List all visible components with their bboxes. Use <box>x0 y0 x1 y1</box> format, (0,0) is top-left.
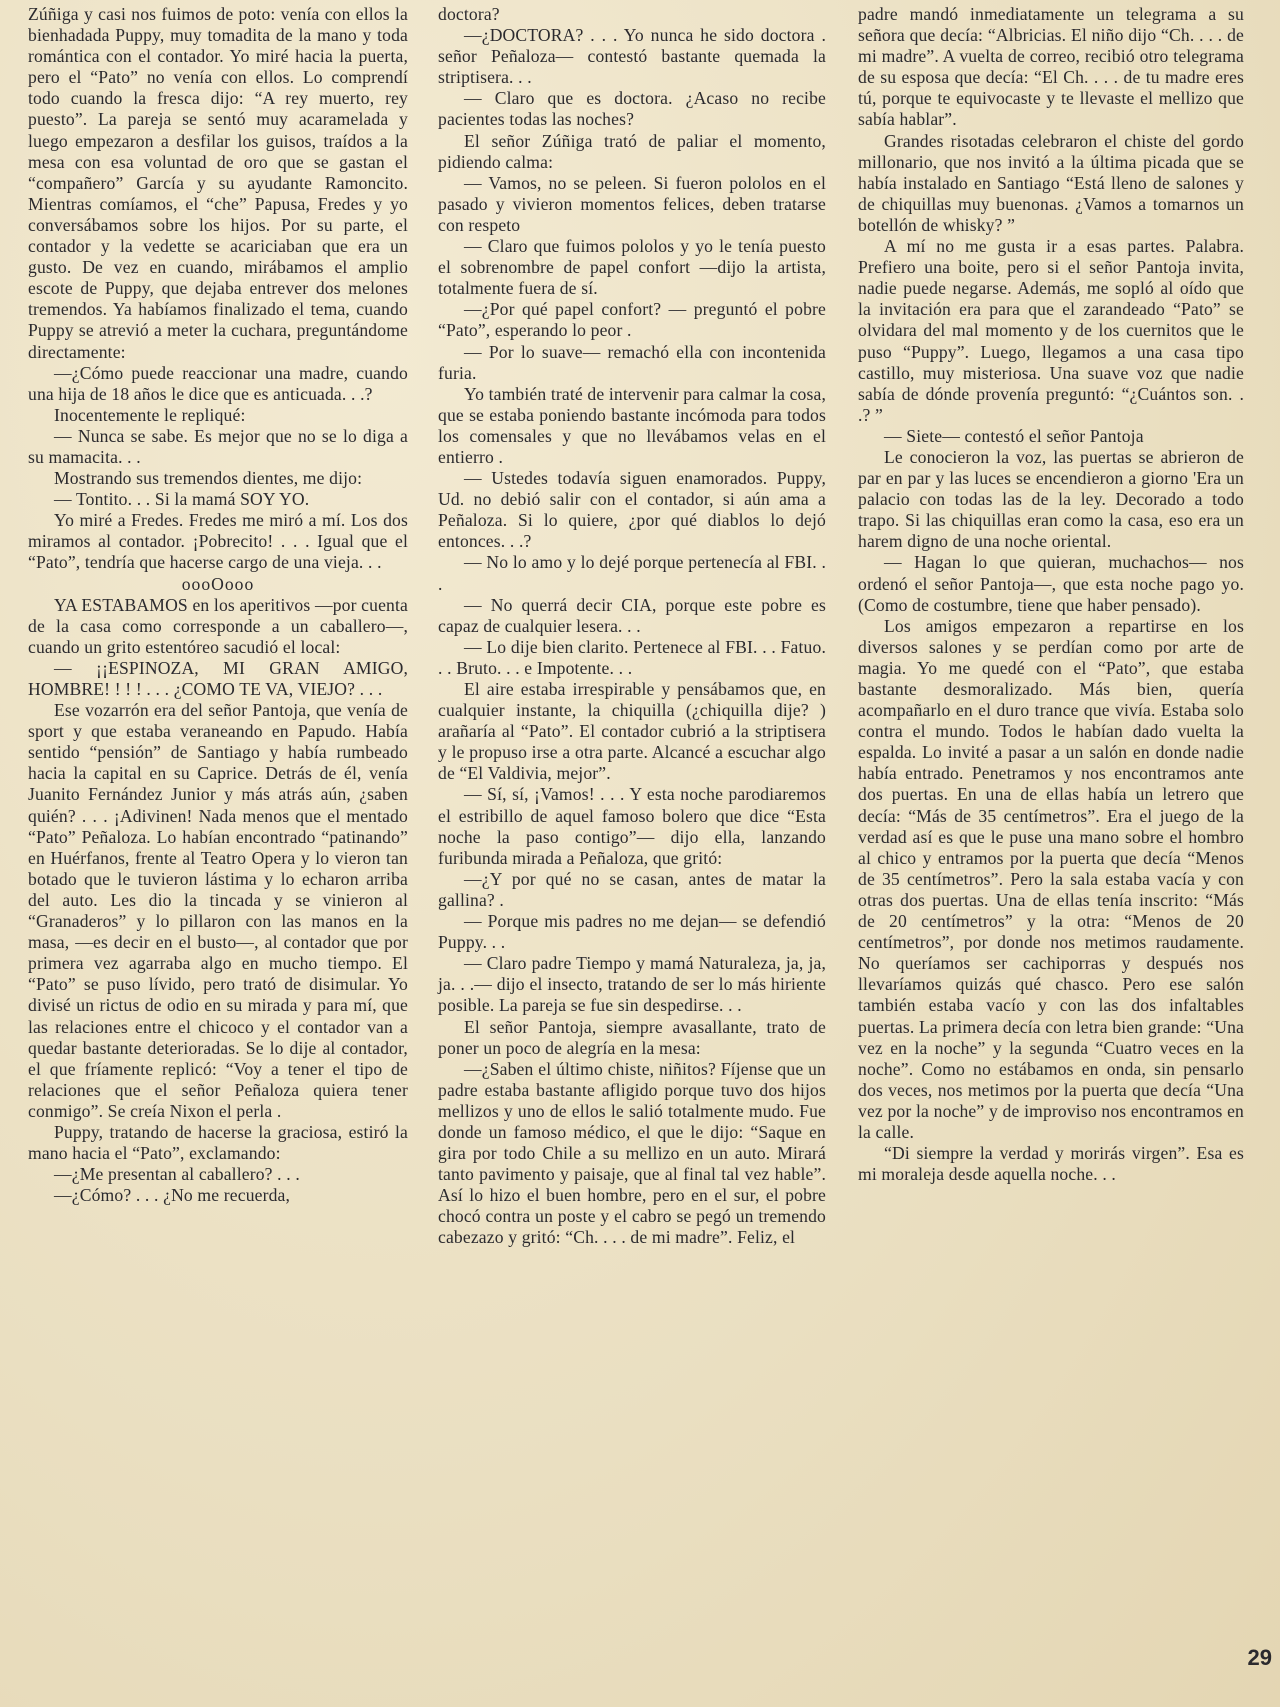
paragraph: El señor Pantoja, siempre avasallante, trato de poner un poco de alegría en la mesa: <box>438 1016 826 1058</box>
paragraph: —¿Me presentan al caballero? . . . <box>54 1164 300 1185</box>
paragraph: “Di siempre la verdad y morirás virgen”. Esa es mi moraleja desde aquella noche. . . <box>858 1143 1244 1185</box>
section-divider: oooOooo <box>181 573 255 594</box>
paragraph: Yo también traté de intervenir para calmar la cosa, que se estaba poniendo bastante incómoda para todos los comensales y que no llevábamos velas en el entierro . <box>438 383 826 467</box>
paragraph: — Claro que fuimos pololos y yo le tenía puesto el sobrenombre de papel confort —dijo la artista, totalmente fuera de sí. <box>438 236 826 299</box>
paragraph: —¿Por qué papel confort? — preguntó el pobre “Pato”, esperando lo peor . <box>438 299 826 341</box>
paragraph: Los amigos empezaron a repartirse en los diversos salones y se perdían como por arte de magia. Yo me quedé con el “Pato”, que estaba bastante desmoralizado. Más bien, quería acompañarlo en el duro trance que vivía. Estaba solo contra el mundo. Todos le habían dado vuelta la espalda. Lo invité a pasar a un salón en donde nadie había entrado. Penetramos y nos encontramos ante dos puertas. En una de ellas había un letrero que decía: “Más de 35 centímetros”. Era el juego de la verdad así es que le puse una mano sobre el hombro al chico y entramos por la puerta que decía “Menos de 35 centímetros”. Pero la sala estaba vacía y con otras dos puertas. Una de ellas tenía inscrito: “Más de 20 centímetros” y la otra: “Menos de 20 centímetros”, por donde nos metimos raudamente. No queríamos ser cachiporras y después nos llevaríamos quizás qué chasco. Pero ese salón también estaba vacío y con las dos infaltables puertas. La primera decía con letra bien grande: “Una vez en la noche” y la segunda “Cuatro veces en la noche”. Como no estábamos en onda, sin pensarlo dos veces, nos metimos por la puerta que decía “Una vez por la noche” y de improviso nos encontramos en la calle. <box>858 615 1244 1142</box>
paragraph: Zúñiga y casi nos fuimos de poto: venía con ellos la bienhadada Puppy, muy tomadita de la mano y toda romántica con el contador. Yo miré hacia la puerta, pero el “Pato” no venía con ellos. Lo comprendí todo cuando la fresca dijo: “A rey muerto, rey puesto”. La pareja se sentó muy acaramelada y luego empezaron a desfilar los guisos, traídos a la mesa con esa voluntad de oro que se gastan el “compañero” García y su ayudante Ramoncito. Mientras comíamos, el “che” Papusa, Fredes y yo conversábamos sobre los hijos. Por su parte, el contador y la vedette se acariciaban que era un gusto. De vez en cuando, mirábamos el amplio escote de Puppy, que dejaba entrever dos melones tremendos. Ya habíamos finalizado el tema, cuando Puppy se atrevió a meter la cuchara, preguntándome directamente: <box>28 4 408 362</box>
paragraph: —¿DOCTORA? . . . Yo nunca he sido doctora . señor Peñaloza— contestó bastante quemada la striptisera. . . <box>438 25 826 88</box>
paragraph: — Hagan lo que quieran, muchachos— nos ordenó el señor Pantoja—, que esta noche pago yo. (Como de costumbre, tiene que haber pensado). <box>858 552 1244 615</box>
paragraph: — Lo dije bien clarito. Pertenece al FBI. . . Fatuo. . . Bruto. . . e Impotente. . . <box>438 636 826 678</box>
paragraph: Grandes risotadas celebraron el chiste del gordo millonario, que nos invitó a la última picada que se había instalado en Santiago “Está lleno de salones y de chiquillas muy buenonas. ¿Vamos a tomarnos un botellón de whisky? ” <box>858 130 1244 235</box>
paragraph: — Tontito. . . Si la mamá SOY YO. <box>54 489 310 510</box>
text-column-2 <box>438 4 826 1249</box>
paragraph: YA ESTABAMOS en los aperitivos —por cuenta de la casa como corresponde a un caballero—, cuando un grito estentóreo sacudió el local: <box>28 594 408 657</box>
paragraph: — Sí, sí, ¡Vamos! . . . Y esta noche parodiaremos el estribillo de aquel famoso bolero que dice “Esta noche la paso contigo”— dijo ella, lanzando furibunda mirada a Peñaloza, que gritó: <box>438 784 826 868</box>
text-column-3 <box>858 4 1244 1185</box>
paragraph: —¿Saben el último chiste, niñitos? Fíjense que un padre estaba bastante afligido porque tuvo dos hijos mellizos y uno de ellos le salió totalmente mudo. Fue donde un famoso médico, el que le dijo: “Saque en gira por todo Chile a su mellizo en un auto. Mirará tanto pavimento y paisaje, que al final tal vez hable”. Así lo hizo el buen hombre, pero en el sur, el pobre chocó contra un poste y el cabro se pegó un tremendo cabezazo y gritó: “Ch. . . . de mi madre”. Feliz, el <box>438 1058 826 1248</box>
paragraph: — Siete— contestó el señor Pantoja <box>884 425 1144 446</box>
paragraph: — Claro padre Tiempo y mamá Naturaleza, ja, ja, ja. . .— dijo el insecto, tratando de ser lo más hiriente posible. La pareja se fue sin despedirse. . . <box>438 953 826 1016</box>
text-column-1 <box>28 4 408 1206</box>
paragraph: Ese vozarrón era del señor Pantoja, que venía de sport y que estaba veraneando en Papudo. Había sentido “pensión” de Santiago y había rumbeado hacia la capital en su Caprice. Detrás de él, venía Juanito Fernández Junior y más atrás aún, ¿saben quién? . . . ¡Adivinen! Nada menos que el mentado “Pato” Peñaloza. Lo habían encontrado “patinando” en Huérfanos, frente al Teatro Opera y lo vieron tan botado que le tuvieron lástima y lo echaron arriba del auto. Les dio la tincada y se vinieron al “Granaderos” y lo pillaron con las manos en la masa, —es decir en el busto—, al contador que por primera vez agarraba algo en mucho tiempo. El “Pato” se puso lívido, pero trató de disimular. Yo divisé un rictus de odio en su mirada y para mí, que las relaciones entre el chicoco y el contador van a quedar bastante deterioradas. Se lo dije al contador, el que fríamente replicó: “Voy a tener el tipo de relaciones que el señor Peñaloza quiera tener conmigo”. Se creía Nixon el perla . <box>28 700 408 1121</box>
paragraph: — No querrá decir CIA, porque este pobre es capaz de cualquier lesera. . . <box>438 594 826 636</box>
paragraph: —¿Cómo? . . . ¿No me recuerda, <box>54 1185 291 1206</box>
paragraph: — Por lo suave— remachó ella con incontenida furia. <box>438 341 826 383</box>
paragraph: — No lo amo y lo dejé porque pertenecía al FBI. . . <box>438 552 826 594</box>
paragraph: A mí no me gusta ir a esas partes. Palabra. Prefiero una boite, pero si el señor Pantoja invita, nadie puede negarse. Además, me sopló al oído que la invitación era para que el zarandeado “Pato” se olvidara del mal momento y de los cuernitos que le puso “Puppy”. Luego, llegamos a una casa tipo castillo, muy misteriosa. Una suave voz que nadie sabía de dónde provenía preguntó: “¿Cuántos son. . .? ” <box>858 236 1244 425</box>
paragraph: — Nunca se sabe. Es mejor que no se lo diga a su mamacita. . . <box>28 425 408 467</box>
paragraph: Puppy, tratando de hacerse la graciosa, estiró la mano hacia el “Pato”, exclamando: <box>28 1121 408 1164</box>
page-number: 29 <box>1247 1645 1272 1670</box>
paragraph: padre mandó inmediatamente un telegrama a su señora que decía: “Albricias. El niño dijo “Ch. . . . de mi madre”. A vuelta de correo, recibió otro telegrama de su esposa que decía: “El Ch. . . . de tu madre eres tú, porque te equivocaste y te llevaste el mellizo que sabía hablar”. <box>858 4 1244 130</box>
paragraph: doctora? <box>438 4 500 24</box>
paragraph: — Ustedes todavía siguen enamorados. Puppy, Ud. no debió salir con el contador, si aún ama a Peñaloza. Si lo quiere, ¿por qué diablos lo dejó entonces. . .? <box>438 468 826 552</box>
paragraph: — ¡¡ESPINOZA, MI GRAN AMIGO, HOMBRE! ! ! ! . . . ¿COMO TE VA, VIEJO? . . . <box>28 657 408 699</box>
paragraph: El señor Zúñiga trató de paliar el momento, pidiendo calma: <box>438 130 826 172</box>
paragraph: Mostrando sus tremendos dientes, me dijo: <box>54 468 363 489</box>
paragraph: —¿Y por qué no se casan, antes de matar la gallina? . <box>438 868 826 910</box>
paragraph: — Porque mis padres no me dejan— se defendió Puppy. . . <box>438 911 826 953</box>
paragraph: —¿Cómo puede reaccionar una madre, cuando una hija de 18 años le dice que es anticuada. . .? <box>28 362 408 404</box>
paragraph: — Vamos, no se peleen. Si fueron pololos en el pasado y vivieron momentos felices, deben tratarse con respeto <box>438 172 826 235</box>
paragraph: — Claro que es doctora. ¿Acaso no recibe pacientes todas las noches? <box>438 88 826 130</box>
paragraph: Inocentemente le repliqué: <box>54 404 246 425</box>
paragraph: El aire estaba irrespirable y pensábamos que, en cualquier instante, la chiquilla (¿chiquilla dije? ) arañaría al “Pato”. El contador cubrió a la striptisera y le propuso irse a otra parte. Alcancé a escuchar algo de “El Valdivia, mejor”. <box>438 679 826 784</box>
paragraph: Yo miré a Fredes. Fredes me miró a mí. Los dos miramos al contador. ¡Pobrecito! . . . Igual que el “Pato”, tendría que hacerse cargo de una vieja. . . <box>28 510 408 573</box>
magazine-page <box>28 4 1244 1694</box>
paragraph: Le conocieron la voz, las puertas se abrieron de par en par y las luces se encendieron a giorno 'Era un palacio con todas las de la ley. Decorado a todo trapo. Si las chiquillas eran como la casa, eso era un harem digno de una noche oriental. <box>858 446 1244 552</box>
